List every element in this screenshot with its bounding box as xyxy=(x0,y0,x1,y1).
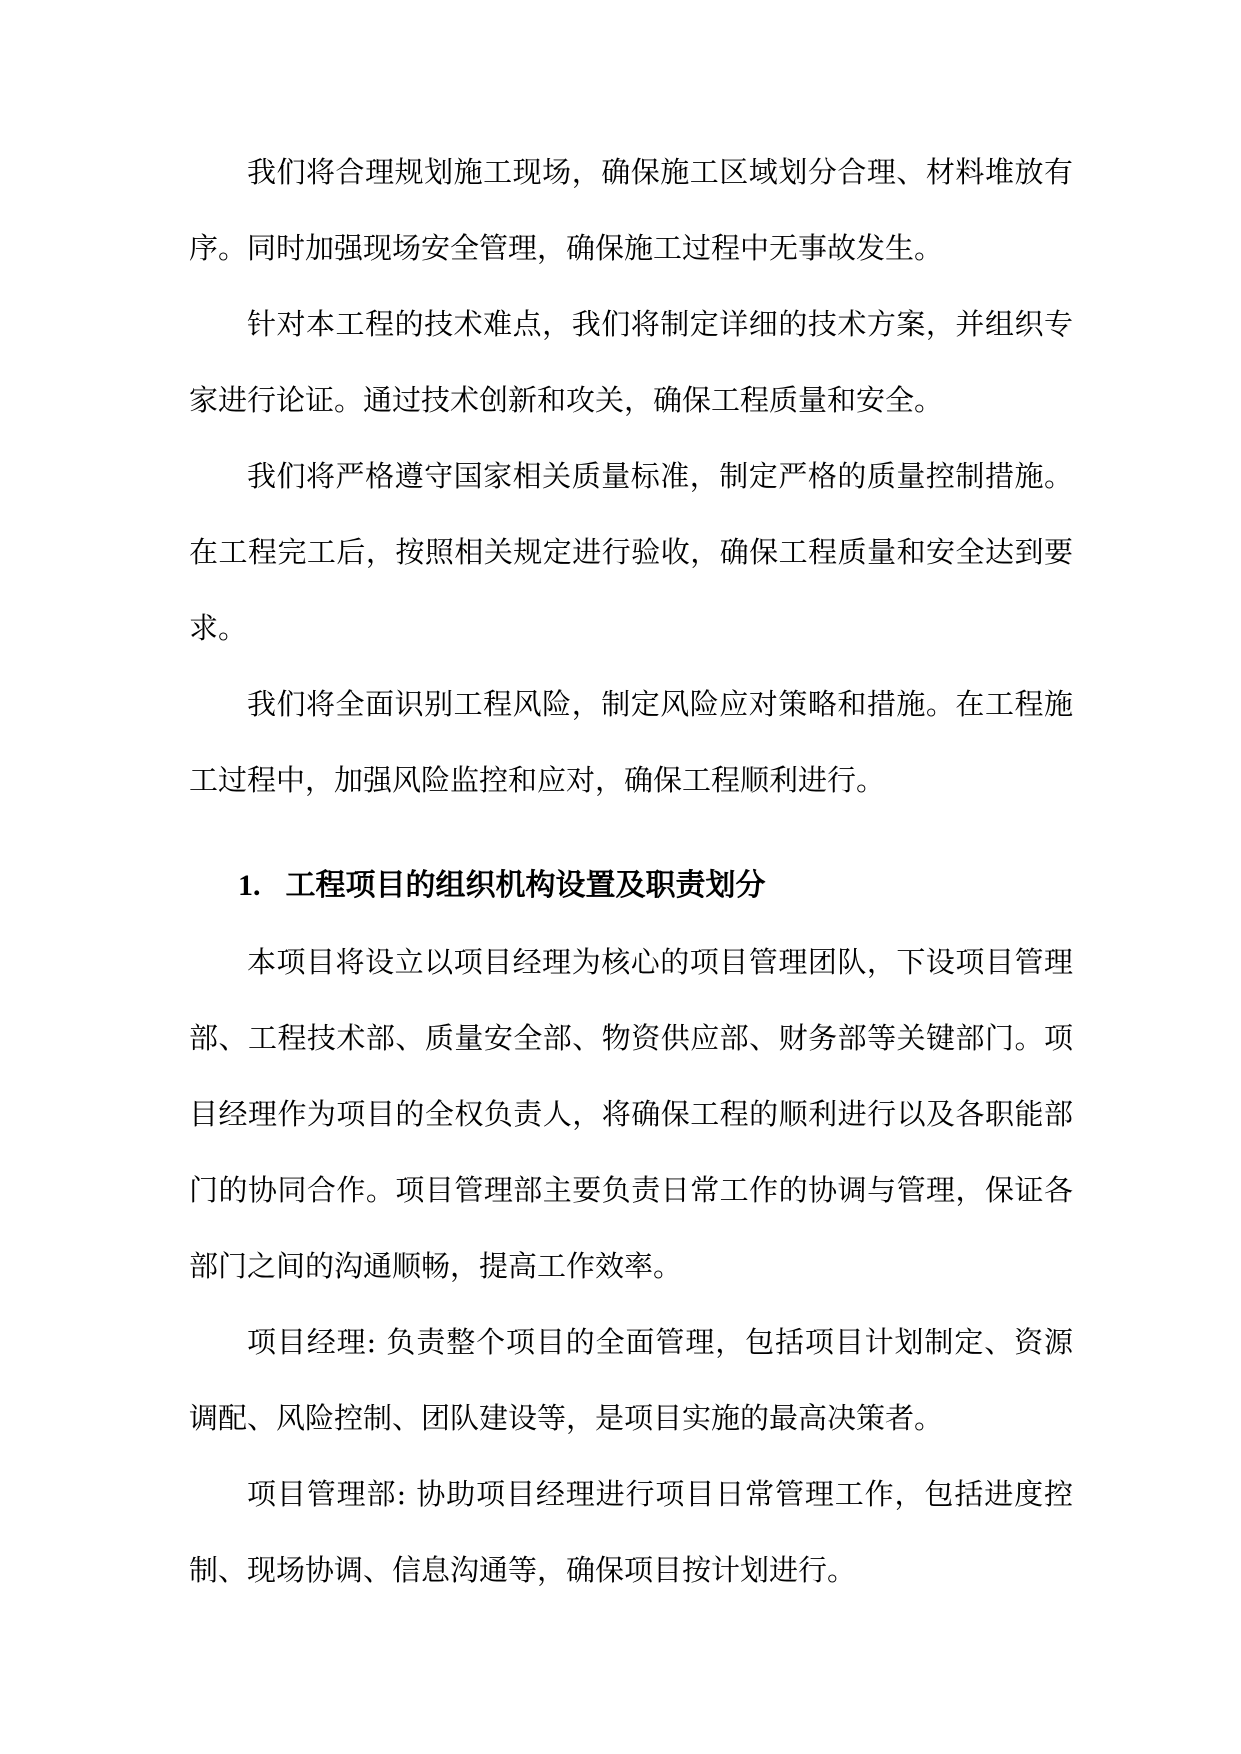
paragraph xyxy=(189,286,1073,438)
paragraph xyxy=(189,666,1073,818)
text-line: 调配、风险控制、团队建设等，是项目实施的最高决策者。 xyxy=(189,1401,944,1435)
paragraph xyxy=(189,1304,1073,1456)
text-line: 我们将全面识别工程风险，制定风险应对策略和措施。在工程施 xyxy=(247,687,1073,721)
text-line: 家进行论证。通过技术创新和攻关，确保工程质量和安全。 xyxy=(189,383,944,417)
text-line: 针对本工程的技术难点，我们将制定详细的技术方案，并组织专 xyxy=(247,307,1073,341)
paragraph xyxy=(189,438,1073,666)
text-line: 本项目将设立以项目经理为核心的项目管理团队，下设项目管理 xyxy=(247,945,1073,979)
text-line: 求。 xyxy=(189,611,248,645)
section-heading xyxy=(189,848,1073,924)
text-line: 部、工程技术部、质量安全部、物资供应部、财务部等关键部门。项 xyxy=(189,1021,1073,1055)
text-line: 项目管理部: 协助项目经理进行项目日常管理工作，包括进度控 xyxy=(247,1477,1073,1511)
paragraph xyxy=(189,1456,1073,1608)
text-line: 部门之间的沟通顺畅，提高工作效率。 xyxy=(189,1249,683,1283)
text-line: 我们将合理规划施工现场，确保施工区域划分合理、材料堆放有 xyxy=(247,155,1073,189)
text-line: 序。同时加强现场安全管理，确保施工过程中无事故发生。 xyxy=(189,231,944,265)
text-line: 工过程中，加强风险监控和应对，确保工程顺利进行。 xyxy=(189,763,886,797)
text-line: 我们将严格遵守国家相关质量标准，制定严格的质量控制措施。 xyxy=(247,459,1073,493)
text-line: 在工程完工后，按照相关规定进行验收，确保工程质量和安全达到要 xyxy=(189,535,1073,569)
paragraph xyxy=(189,134,1073,286)
heading-text: 工程项目的组织机构设置及职责划分 xyxy=(285,868,766,903)
document-body xyxy=(189,134,1073,1608)
text-line: 目经理作为项目的全权负责人，将确保工程的顺利进行以及各职能部 xyxy=(189,1097,1073,1131)
heading-number: 1. xyxy=(238,869,261,902)
text-line: 项目经理: 负责整个项目的全面管理，包括项目计划制定、资源 xyxy=(247,1325,1073,1359)
text-line: 门的协同合作。项目管理部主要负责日常工作的协调与管理，保证各 xyxy=(189,1173,1073,1207)
paragraph xyxy=(189,924,1073,1304)
text-line: 制、现场协调、信息沟通等，确保项目按计划进行。 xyxy=(189,1553,857,1587)
